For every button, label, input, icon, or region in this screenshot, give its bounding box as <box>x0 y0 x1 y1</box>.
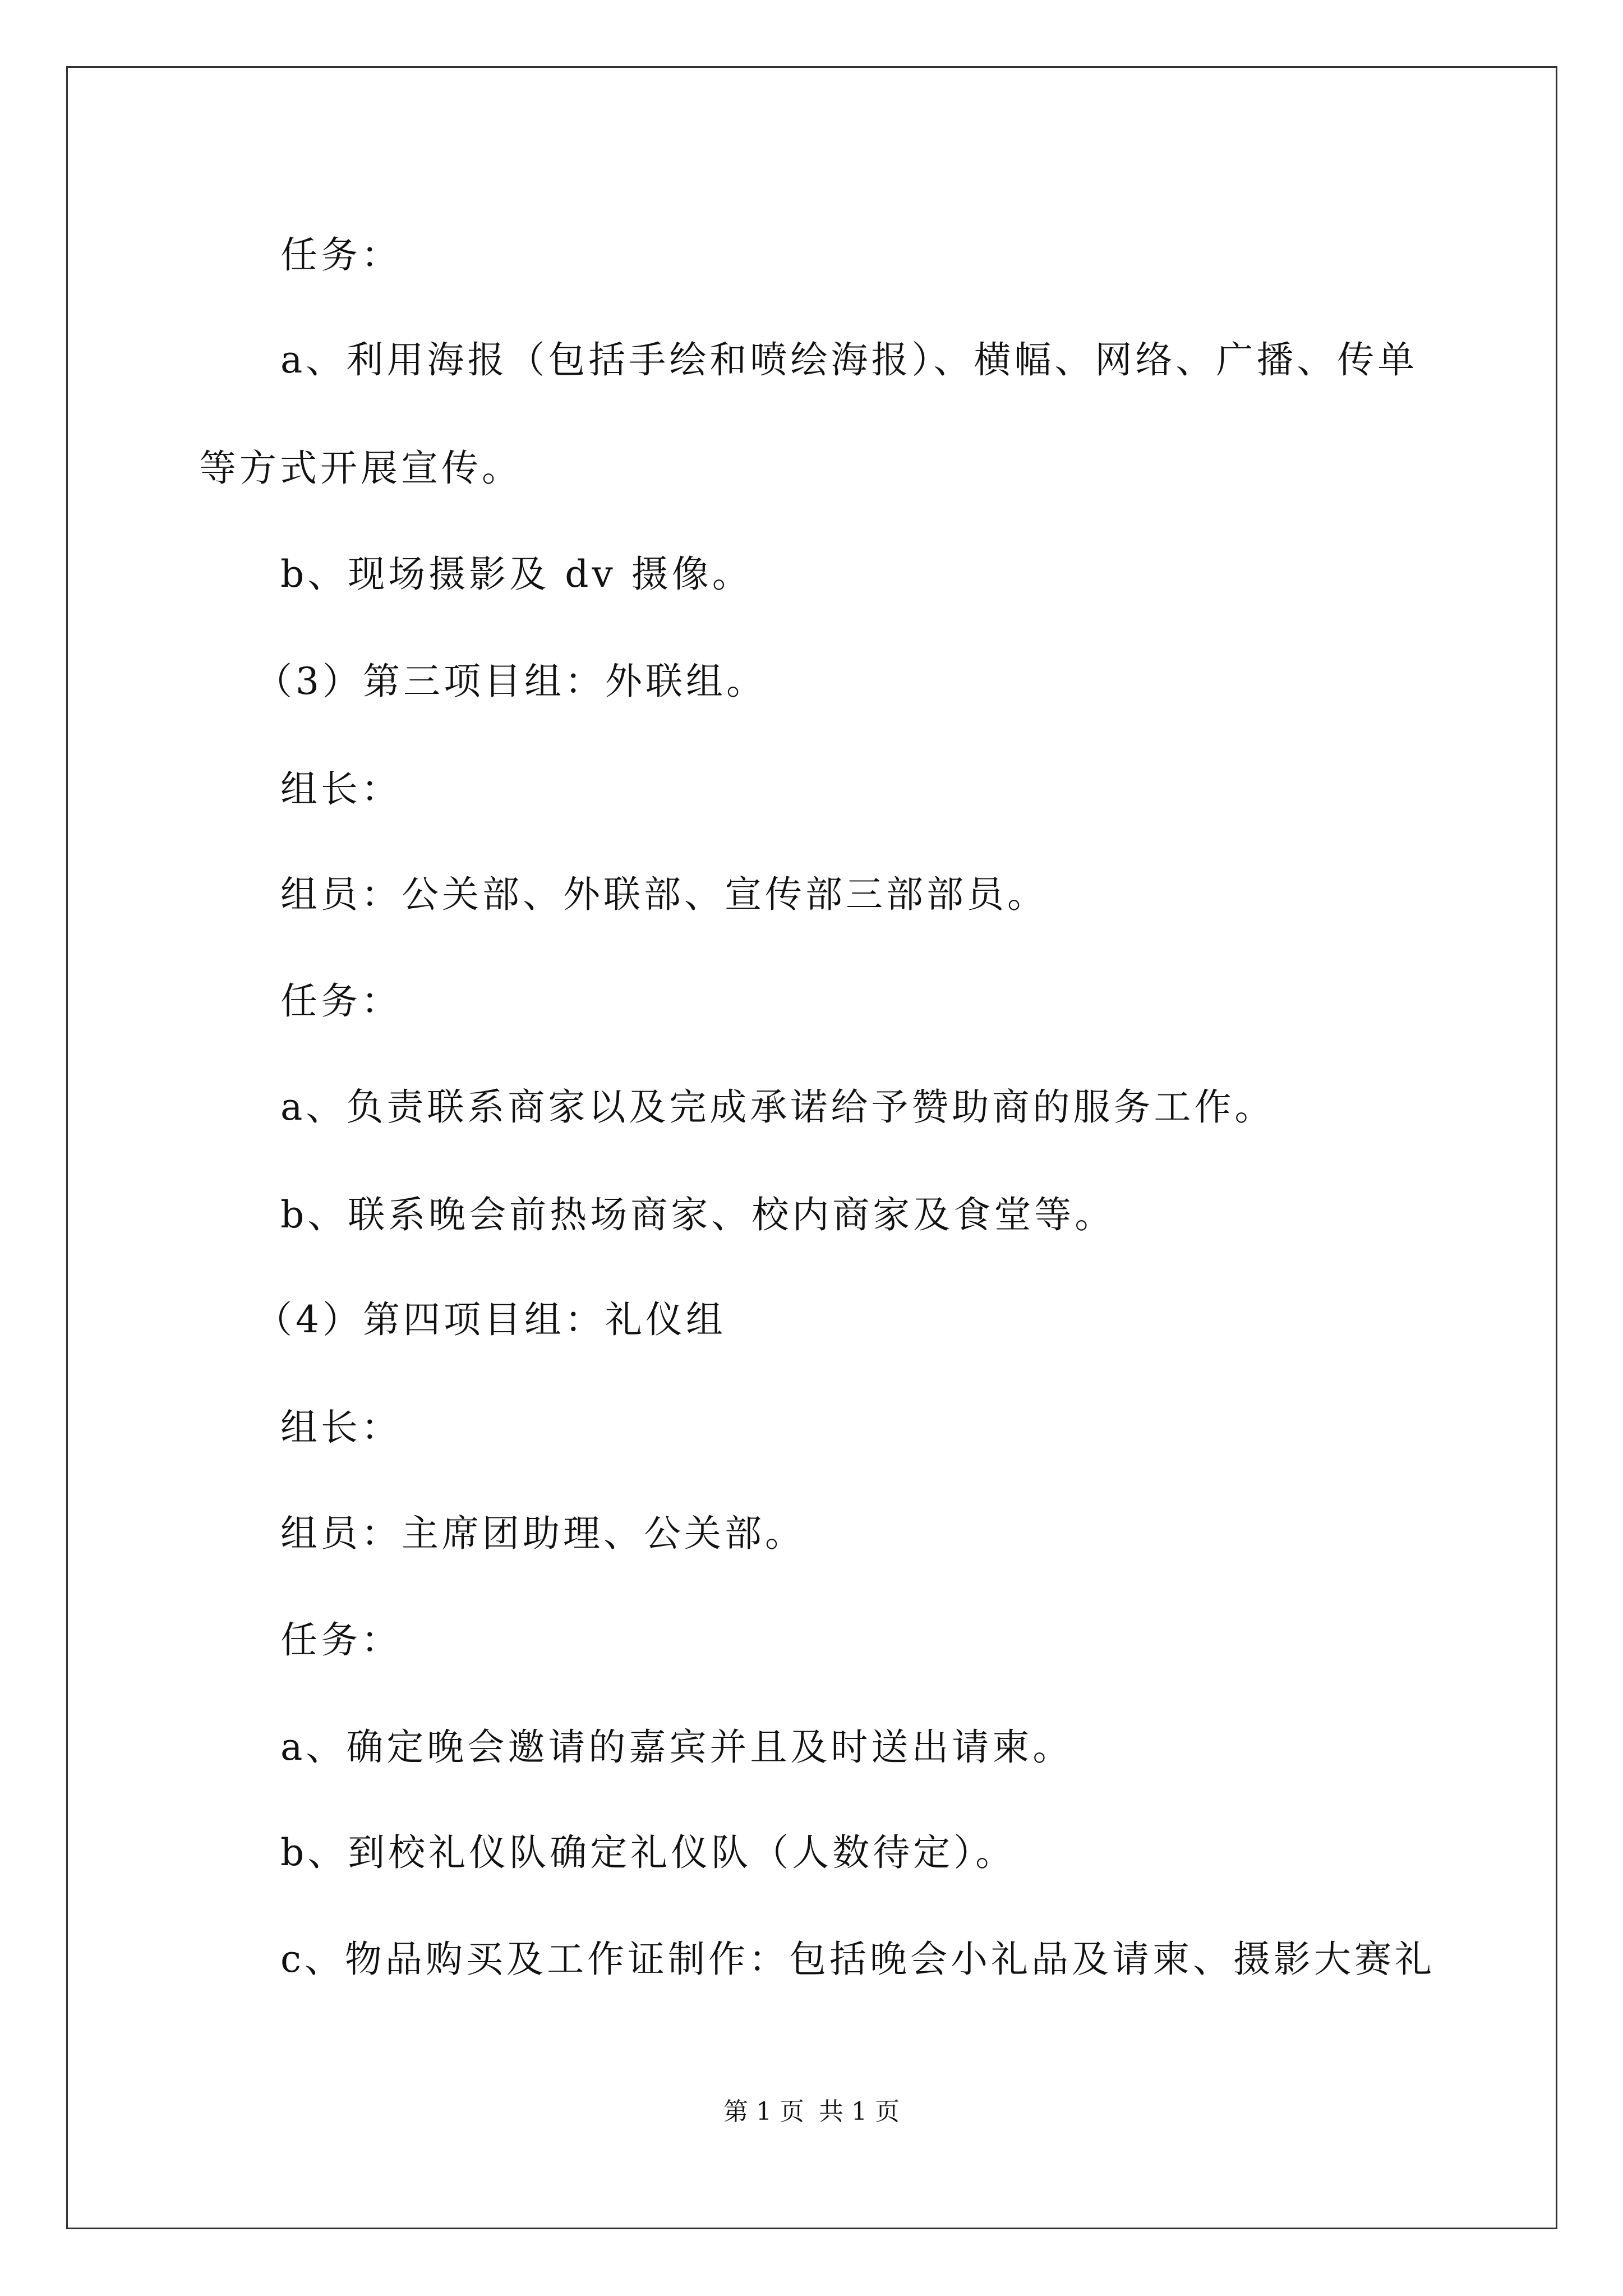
paragraph-line: a、确定晚会邀请的嘉宾并且及时送出请柬。 <box>280 1726 1073 1769</box>
paragraph-line: 等方式开展宣传。 <box>199 447 522 490</box>
paragraph-line: a、负责联系商家以及完成承诺给予赞助商的服务工作。 <box>280 1085 1275 1129</box>
paragraph-line: 任务： <box>280 233 402 277</box>
paragraph-line: 任务： <box>280 979 402 1023</box>
paragraph-line: 组员：公关部、外联部、宣传部三部部员。 <box>280 873 1048 916</box>
paragraph-line: b、联系晚会前热场商家、校内商家及食堂等。 <box>280 1193 1115 1236</box>
paragraph-line: a、利用海报（包括手绘和喷绘海报）、横幅、网络、广播、传单 <box>280 338 1418 381</box>
paragraph-line: 组长： <box>280 1406 402 1449</box>
total-pages: 共 1 页 <box>819 2097 900 2126</box>
paragraph-line: 组员：主席团助理、公关部。 <box>280 1512 805 1555</box>
page-number: 第 1 页 <box>723 2097 804 2126</box>
page-border <box>66 66 1557 2229</box>
paragraph-line: b、现场摄影及 dv 摄像。 <box>280 553 753 596</box>
paragraph-line: c、物品购买及工作证制作：包括晚会小礼品及请柬、摄影大赛礼 <box>280 1938 1435 1981</box>
paragraph-line: 组长： <box>280 767 402 811</box>
paragraph-line: 任务： <box>280 1618 402 1662</box>
paragraph-line: b、到校礼仪队确定礼仪队（人数待定）。 <box>280 1831 1016 1874</box>
page-footer <box>0 2095 1623 2129</box>
section-heading: （4）第四项目组：礼仪组 <box>255 1298 726 1341</box>
section-heading: （3）第三项目组：外联组。 <box>255 660 767 703</box>
